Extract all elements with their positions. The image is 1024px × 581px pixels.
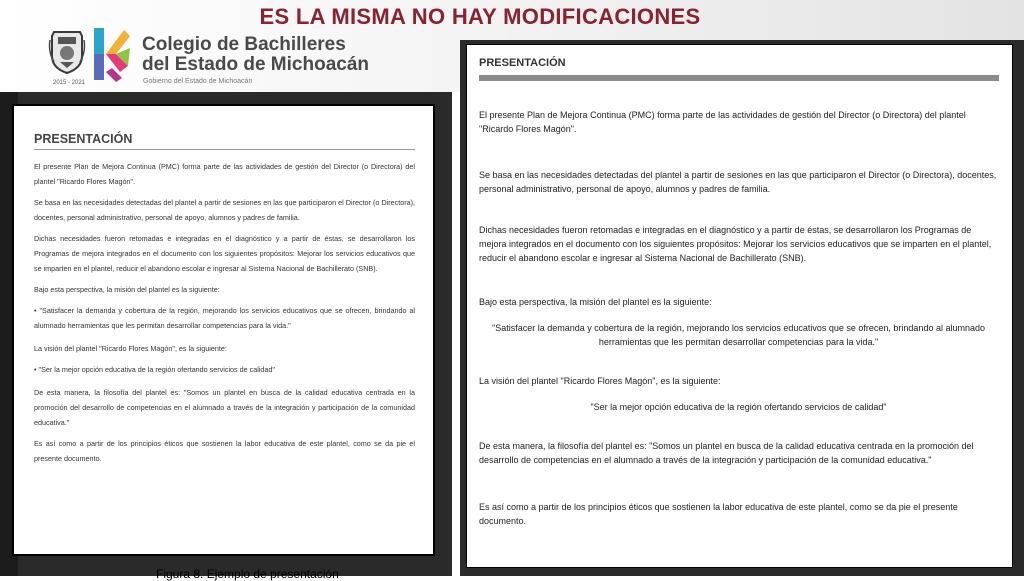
document-page — [466, 44, 1013, 568]
page-paragraph: El presente Plan de Mejora Continua (PMC) forma parte de las actividades de gestión del Director (o Directora) del plantel "Ricardo Flores Magón". — [479, 110, 966, 134]
scan-paragraph: La visión del plantel "Ricardo Flores Magón", es la siguiente: — [34, 344, 227, 353]
k-logo-icon — [92, 26, 132, 82]
brand-name-line1: Colegio de Bachilleres — [142, 34, 346, 55]
vision-quote: "Ser la mejor opción educativa de la región ofertando servicios de calidad" — [590, 402, 887, 412]
brand-subtitle: Gobierno del Estado de Michoacán — [143, 78, 253, 85]
scanned-document — [12, 104, 435, 556]
scan-paragraph: El presente Plan de Mejora Continua (PMC) forma parte de las actividades de gestión del Director (o Directora) del plantel "Ricardo Flores Magón". — [34, 162, 415, 186]
scan-paragraph: Es así como a partir de los principios éticos que sostienen la labor educativa de este plantel, como se da pie el presente documento. — [34, 439, 415, 463]
scan-paragraph: Se basa en las necesidades detectadas del plantel a partir de sesiones en las que participaron el Director (o Directora), docentes, personal administrativo, personal de apoyo, alumnos y padres de familia. — [34, 198, 415, 222]
scan-bullet: • "Satisfacer la demanda y cobertura de la región, mejorando los servicios educativos que se ofrecen, brindando al alumnado herramientas que les permitan desarrollar competencias para la vida." — [34, 306, 415, 330]
scan-paragraph: Dichas necesidades fueron retomadas e integradas en el diagnóstico y a partir de éstas, se desarrollaron los Programas de mejora integrados en el documento con los siguientes propósitos: Mejorar los servicios educativos que se imparten en el plantel, reducir el abandono escolar e ingresar al Sistema Nacional de Bachillerato (SNB). — [34, 234, 415, 273]
scan-bullet: • "Ser la mejor opción educativa de la región ofertando servicios de calidad" — [34, 365, 275, 374]
page-title: PRESENTACIÓN — [479, 57, 566, 69]
page-paragraph: Es así como a partir de los principios éticos que sostienen la labor educativa de este plantel, como se da pie el presente documento. — [479, 502, 958, 526]
michoacan-seal-icon — [48, 28, 86, 74]
page-paragraph: Bajo esta perspectiva, la misión del plantel es la siguiente: — [479, 297, 712, 307]
figure-caption: Figura 8. Ejemplo de presentación — [156, 567, 339, 581]
seal-years: 2015 - 2021 — [52, 80, 86, 86]
mission-quote: "Satisfacer la demanda y cobertura de la región, mejorando los servicios educativos que se ofrecen, brindando al alumnado herramientas que les permitan desarrollar competencias para la vida." — [492, 323, 985, 347]
page-paragraph: De esta manera, la filosofía del plantel es: "Somos un plantel en busca de la calidad educativa centrada en la promoción del desarrollo de competencias en el alumnado a través de la integración y participación de la comunidad educativa." — [479, 441, 974, 465]
page-paragraph: Se basa en las necesidades detectadas del plantel a partir de sesiones en las que participaron el Director (o Directora), docentes, personal administrativo, personal de apoyo, alumnos y padres de familia. — [479, 170, 997, 194]
scan-paragraph: De esta manera, la filosofía del plantel es: "Somos un plantel en busca de la calidad educativa centrada en la promoción del desarrollo de competencias en el alumnado a través de la integración y participación de la comunidad educativa." — [34, 388, 415, 427]
page-paragraph: Dichas necesidades fueron retomadas e integradas en el diagnóstico y a partir de éstas, se desarrollaron los Programas de mejora integrados en el documento con los siguientes propósitos: Mejorar los servicios educativos que se imparten en el plantel, reducir el abandono escolar e ingresar al Sistema Nacional de Bachillerato (SNB). — [479, 225, 992, 263]
brand-name-line2: del Estado de Michoacán — [142, 54, 369, 75]
page-divider — [479, 75, 999, 81]
scan-paragraph: Bajo esta perspectiva, la misión del plantel es la siguiente: — [34, 285, 220, 294]
slide-heading: ES LA MISMA NO HAY MODIFICACIONES — [259, 4, 701, 29]
page-paragraph: La visión del plantel "Ricardo Flores Magón", es la siguiente: — [479, 376, 721, 386]
scan-title: PRESENTACIÓN — [34, 132, 133, 146]
scan-divider — [34, 149, 415, 150]
